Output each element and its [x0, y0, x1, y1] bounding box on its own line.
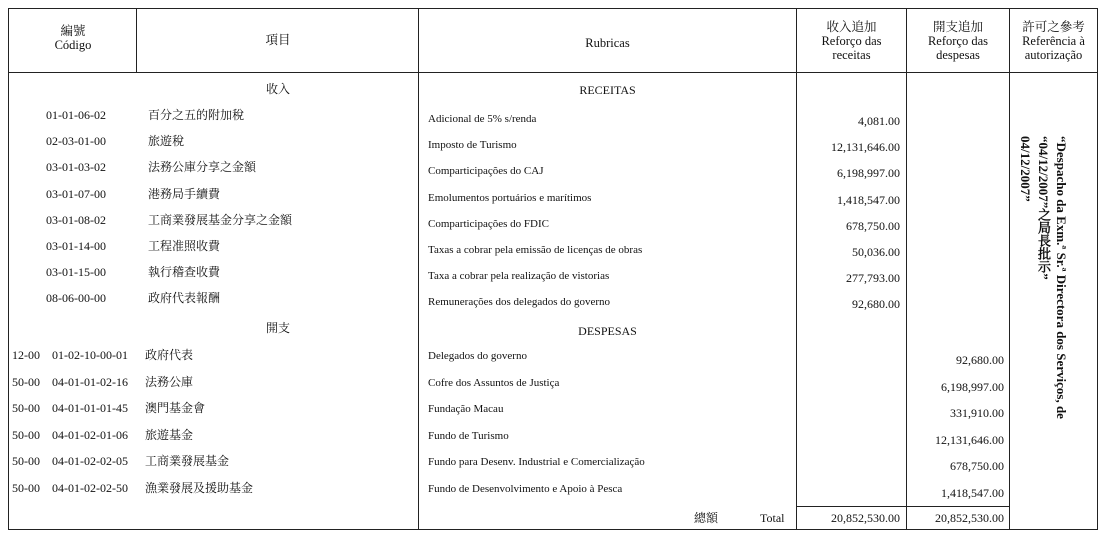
header-reference-zh: 許可之參考 [1022, 20, 1085, 34]
authorization-line-1: “Despacho da Exm.ª Sr.ª Directora dos Serviços, de [1054, 136, 1069, 419]
column-divider [906, 8, 907, 530]
total-row-separator [796, 506, 1010, 507]
expense-row-code: 01-02-10-00-01 [52, 348, 128, 362]
table-top-border [8, 8, 1098, 9]
expense-row-org: 50-00 [12, 375, 40, 389]
header-revenue-pt1: Reforço das [821, 34, 882, 48]
total-label-zh: 總額 [694, 511, 719, 525]
total-expense: 20,852,530.00 [935, 511, 1004, 525]
header-separator [8, 72, 1098, 73]
expense-row-rubric-pt: Fundo para Desenv. Industrial e Comercialização [428, 456, 645, 468]
revenue-row-amount: 678,750.00 [846, 219, 900, 233]
expense-row-item-zh: 政府代表 [145, 348, 194, 362]
revenue-row-rubric-pt: Taxa a cobrar pela realização de vistorias [428, 270, 610, 282]
section-expense-zh: 開支 [265, 321, 290, 335]
revenue-row-code: 03-01-03-02 [46, 160, 106, 174]
expense-row-rubric-pt: Delegados do governo [428, 350, 527, 362]
expense-row-item-zh: 法務公庫 [145, 375, 194, 389]
revenue-row-amount: 12,131,646.00 [831, 140, 900, 154]
expense-row-org: 50-00 [12, 401, 40, 415]
expense-row-amount: 92,680.00 [956, 353, 1004, 367]
revenue-row-item-zh: 百分之五的附加稅 [148, 108, 245, 122]
header-reference-pt1: Referência à [1022, 34, 1085, 48]
total-revenue: 20,852,530.00 [831, 511, 900, 525]
header-revenue-zh: 收入追加 [826, 20, 877, 34]
revenue-row-code: 03-01-08-02 [46, 213, 106, 227]
revenue-row-rubric-pt: Imposto de Turismo [428, 139, 517, 151]
revenue-row-item-zh: 執行稽查收費 [148, 265, 221, 279]
expense-row-item-zh: 旅遊基金 [145, 428, 194, 442]
revenue-row-rubric-pt: Comparticipações do FDIC [428, 218, 549, 230]
expense-row-code: 04-01-01-01-45 [52, 401, 128, 415]
header-revenue [797, 20, 906, 62]
authorization-reference [1016, 136, 1070, 476]
revenue-row-amount: 6,198,997.00 [837, 166, 900, 180]
revenue-row-amount: 50,036.00 [852, 245, 900, 259]
authorization-line-3: 04/12/2007” [1018, 136, 1033, 202]
column-divider [1009, 8, 1010, 530]
section-expense-pt: DESPESAS [578, 324, 637, 338]
revenue-row-rubric-pt: Comparticipações do CAJ [428, 165, 544, 177]
expense-row-rubric-pt: Fundo de Desenvolvimento e Apoio à Pesca [428, 483, 623, 495]
expense-row-org: 50-00 [12, 428, 40, 442]
expense-row-rubric-pt: Cofre dos Assuntos de Justiça [428, 377, 560, 389]
authorization-line-2: “04/12/2007”之局長批示” [1036, 136, 1051, 280]
header-rubric-pt: Rubricas [585, 36, 630, 50]
expense-row-org: 50-00 [12, 454, 40, 468]
revenue-row-code: 03-01-07-00 [46, 187, 106, 201]
budget-table [8, 8, 1098, 530]
revenue-row-code: 02-03-01-00 [46, 134, 106, 148]
header-code-pt: Código [54, 38, 92, 52]
expense-row-rubric-pt: Fundação Macau [428, 403, 504, 415]
revenue-row-code: 01-01-06-02 [46, 108, 106, 122]
header-expense-zh: 開支追加 [932, 20, 983, 34]
expense-row-item-zh: 漁業發展及援助基金 [145, 481, 254, 495]
revenue-row-item-zh: 港務局手續費 [148, 187, 221, 201]
revenue-row-code: 08-06-00-00 [46, 291, 106, 305]
header-code-zh: 編號 [60, 24, 86, 38]
revenue-row-rubric-pt: Emolumentos portuários e marítimos [428, 192, 592, 204]
expense-row-amount: 1,418,547.00 [941, 486, 1004, 500]
code-item-top-divider [136, 8, 137, 73]
revenue-row-rubric-pt: Taxas a cobrar pela emissão de licenças de obras [428, 244, 643, 256]
column-divider [796, 8, 797, 530]
revenue-row-rubric-pt: Adicional de 5% s/renda [428, 113, 537, 125]
header-revenue-pt2: receitas [832, 48, 871, 62]
revenue-row-amount: 277,793.00 [846, 271, 900, 285]
table-right-border [1097, 8, 1098, 530]
expense-row-org: 50-00 [12, 481, 40, 495]
revenue-row-amount: 1,418,547.00 [837, 193, 900, 207]
expense-row-amount: 12,131,646.00 [935, 433, 1004, 447]
header-item-zh: 項目 [265, 33, 291, 47]
revenue-row-item-zh: 法務公庫分享之金額 [148, 160, 257, 174]
expense-row-rubric-pt: Fundo de Turismo [428, 430, 509, 442]
expense-row-item-zh: 工商業發展基金 [145, 454, 230, 468]
revenue-row-amount: 92,680.00 [852, 297, 900, 311]
header-expense [907, 20, 1009, 62]
expense-row-code: 04-01-01-02-16 [52, 375, 128, 389]
header-expense-pt2: despesas [936, 48, 980, 62]
revenue-row-item-zh: 工商業發展基金分享之金額 [148, 213, 293, 227]
total-label-pt: Total [760, 511, 785, 525]
expense-row-amount: 331,910.00 [950, 406, 1004, 420]
section-revenue-zh: 收入 [265, 82, 290, 96]
expense-row-code: 04-01-02-02-05 [52, 454, 128, 468]
table-bottom-border [8, 529, 1098, 530]
revenue-row-code: 03-01-15-00 [46, 265, 106, 279]
revenue-row-item-zh: 旅遊稅 [148, 134, 185, 148]
revenue-row-code: 03-01-14-00 [46, 239, 106, 253]
header-code [18, 24, 128, 52]
section-revenue-pt: RECEITAS [579, 83, 636, 97]
revenue-row-item-zh: 工程准照收費 [148, 239, 221, 253]
header-reference-pt2: autorização [1024, 48, 1083, 62]
expense-row-amount: 678,750.00 [950, 459, 1004, 473]
revenue-row-rubric-pt: Remunerações dos delegados do governo [428, 296, 611, 308]
revenue-row-amount: 4,081.00 [858, 114, 900, 128]
expense-row-code: 04-01-02-02-50 [52, 481, 128, 495]
header-reference [1010, 20, 1097, 62]
expense-row-item-zh: 澳門基金會 [145, 401, 206, 415]
expense-row-org: 12-00 [12, 348, 40, 362]
table-left-border [8, 8, 9, 530]
header-expense-pt1: Reforço das [927, 34, 989, 48]
expense-row-amount: 6,198,997.00 [941, 380, 1004, 394]
expense-row-code: 04-01-02-01-06 [52, 428, 128, 442]
revenue-row-item-zh: 政府代表報酬 [148, 291, 221, 305]
